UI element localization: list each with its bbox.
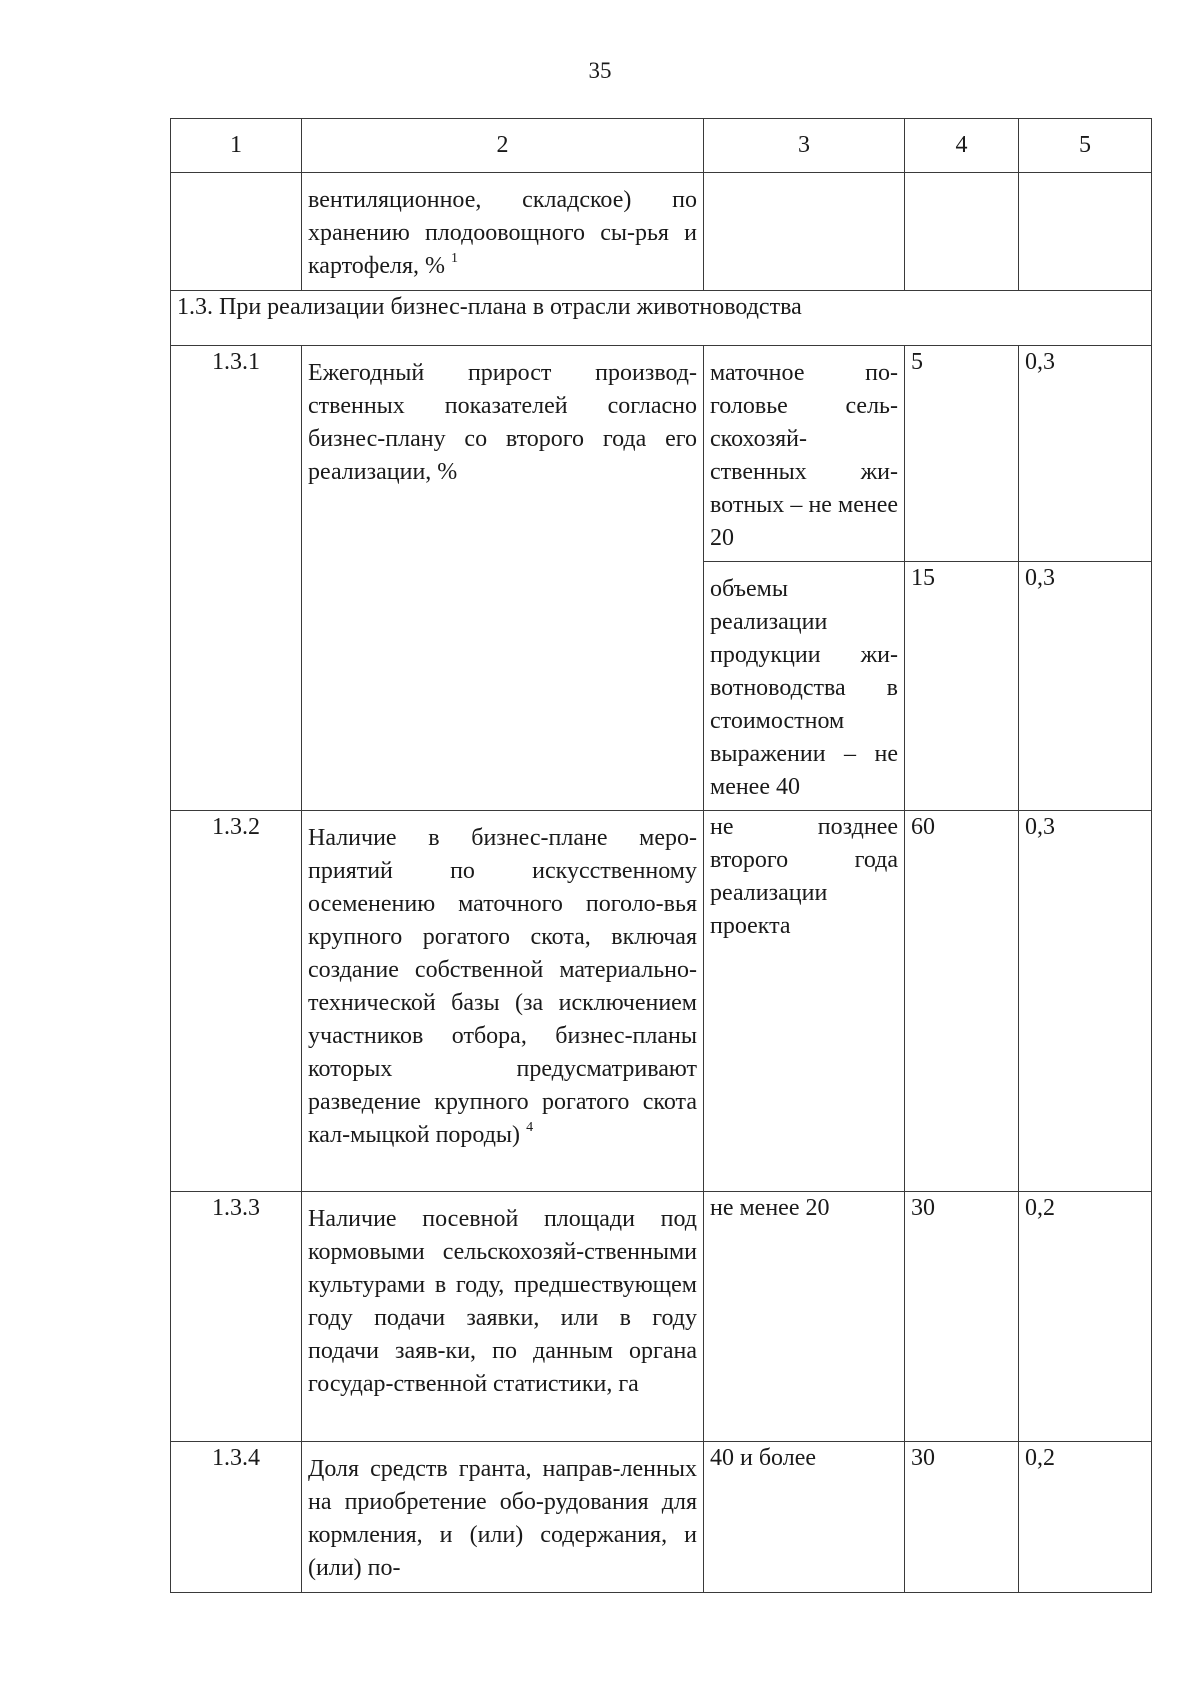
indicator-cell: Доля средств гранта, направ-ленных на приобретение обо-рудования для кормления, и (или) содержания, и (или) по- <box>302 1442 704 1593</box>
points-cell: 5 <box>905 346 1019 562</box>
points-cell: 30 <box>905 1192 1019 1442</box>
indicator-cell: Наличие посевной площади под кормовыми сельскохозяй-ственными культурами в году, предшествующем году подачи заявки, или в году подачи заяв-ки, по данным органа государ-ственной статистики, га <box>302 1192 704 1442</box>
points-cell: 30 <box>905 1442 1019 1593</box>
cont-points-cell <box>905 173 1019 291</box>
row-number: 1.3.1 <box>171 346 302 811</box>
row-number: 1.3.4 <box>171 1442 302 1593</box>
weight-cell: 0,2 <box>1019 1192 1152 1442</box>
points-cell: 60 <box>905 811 1019 1192</box>
header-cell-1: 1 <box>171 119 302 173</box>
weight-cell: 0,3 <box>1019 346 1152 562</box>
table-row-1-3-1a <box>171 346 1152 562</box>
header-cell-3: 3 <box>704 119 905 173</box>
footnote-mark: 4 <box>526 1120 534 1135</box>
page-number: 35 <box>588 58 612 83</box>
cont-criterion-cell <box>704 173 905 291</box>
criterion-cell: объемы реализации продукции жи-вотноводства в стоимостном выражении – не менее 40 <box>704 562 905 811</box>
row-number: 1.3.2 <box>171 811 302 1192</box>
weight-cell: 0,3 <box>1019 811 1152 1192</box>
header-cell-4: 4 <box>905 119 1019 173</box>
criterion-cell: не позднее второго года реализации проекта <box>704 811 905 1192</box>
section-row <box>171 291 1152 346</box>
table-row-1-3-4 <box>171 1442 1152 1593</box>
row-number: 1.3.3 <box>171 1192 302 1442</box>
points-cell: 15 <box>905 562 1019 811</box>
criteria-table <box>170 118 1152 1593</box>
indicator-cell: Ежегодный прирост производ-ственных показателей согласно бизнес-плану со второго года его реализации, % <box>302 346 704 811</box>
section-title: 1.3. При реализации бизнес-плана в отрасли животноводства <box>171 291 1152 346</box>
footnote-mark: 1 <box>451 251 459 266</box>
cont-indicator-text: вентиляционное, складское) по хранению плодоовощного сы-рья и картофеля, % <box>308 187 697 279</box>
cont-num-cell <box>171 173 302 291</box>
cont-indicator-cell <box>302 173 704 291</box>
cont-weight-cell <box>1019 173 1152 291</box>
header-cell-5: 5 <box>1019 119 1152 173</box>
table-row-1-3-2 <box>171 811 1152 1192</box>
header-cell-2: 2 <box>302 119 704 173</box>
weight-cell: 0,3 <box>1019 562 1152 811</box>
indicator-text: Наличие в бизнес-плане меро-приятий по искусственному осеменению маточного поголо-вья крупного рогатого скота, включая создание собственной материально-технической базы (за исключением участников отбора, бизнес-планы которых предусматривают разведение крупного рогатого скота кал-мыцкой породы) <box>308 825 697 1148</box>
table-row-continuation <box>171 173 1152 291</box>
criterion-cell: не менее 20 <box>704 1192 905 1442</box>
criterion-cell: 40 и более <box>704 1442 905 1593</box>
weight-cell: 0,2 <box>1019 1442 1152 1593</box>
table-row-1-3-3 <box>171 1192 1152 1442</box>
criterion-cell: маточное по-головье сель-скохозяй-ственных жи-вотных – не менее 20 <box>704 346 905 562</box>
table-header-row <box>171 119 1152 173</box>
indicator-cell <box>302 811 704 1192</box>
